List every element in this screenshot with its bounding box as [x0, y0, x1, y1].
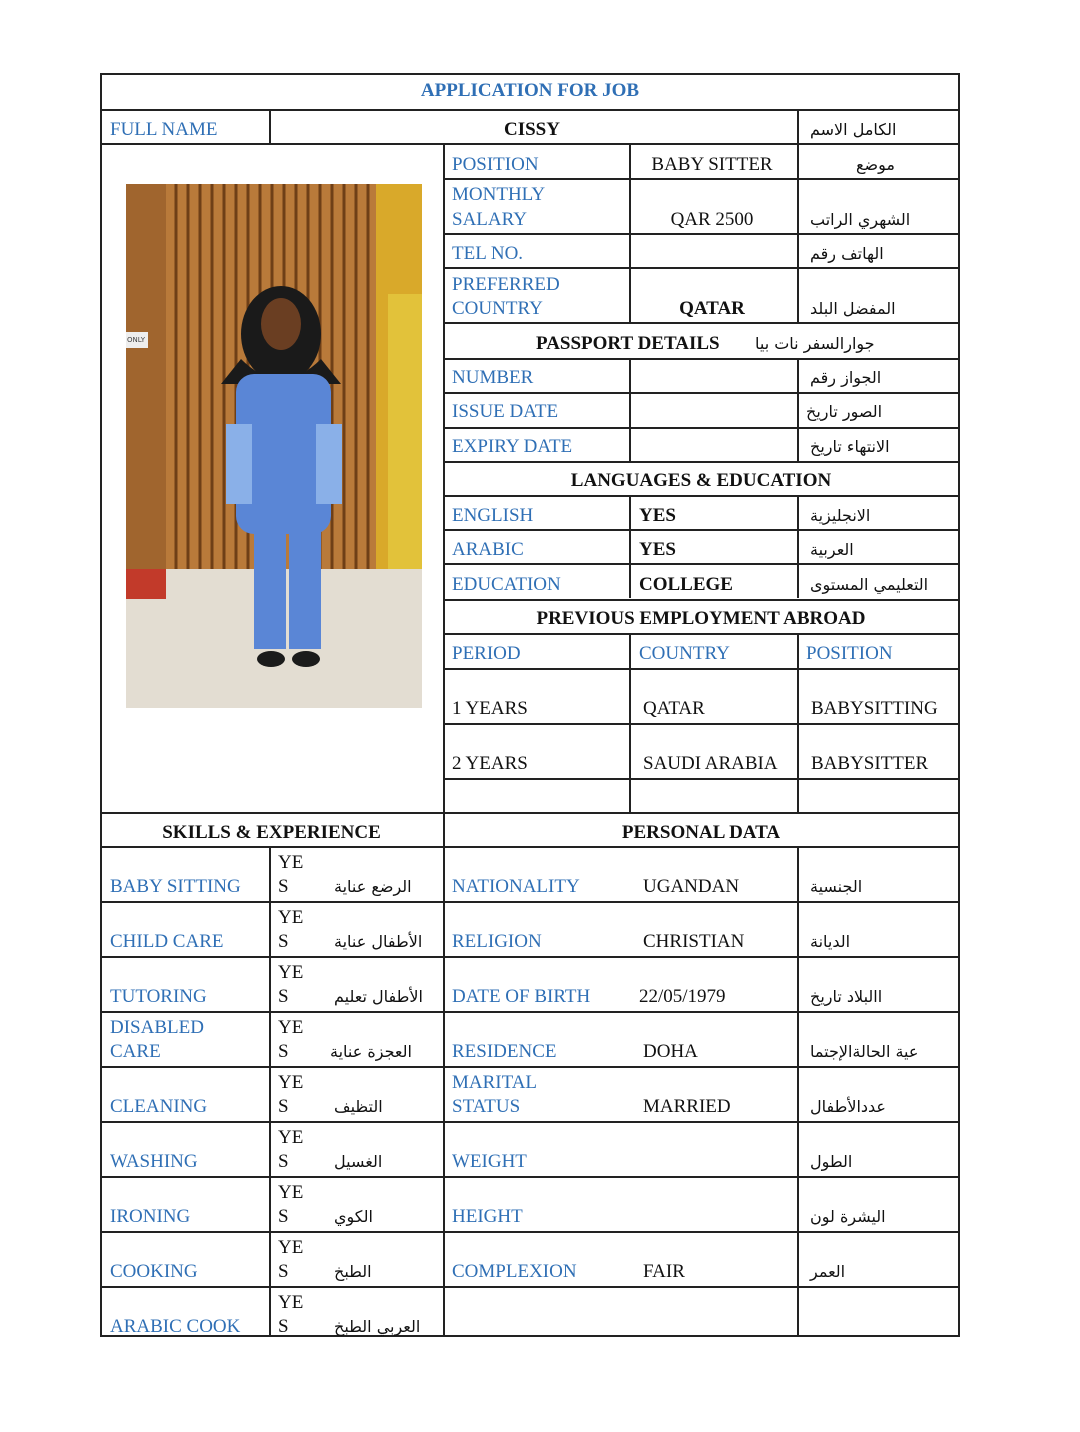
personal-arabic: عددالأطفال [810, 1097, 886, 1116]
skill-value-line1: YE [278, 1237, 304, 1258]
issue-date-arabic: الصور تاريخ [806, 402, 883, 421]
skill-value-line2: S [278, 1261, 289, 1282]
skill-value-line2: S [278, 1096, 289, 1117]
personal-label: RELIGION [452, 931, 542, 952]
skill-arabic: الكوي [334, 1207, 373, 1226]
position-label: POSITION [452, 154, 539, 175]
skill-value-line1: YE [278, 1017, 304, 1038]
employment-row-1-country: QATAR [643, 698, 705, 719]
personal-arabic: الطول [810, 1152, 853, 1171]
tel-label: TEL NO. [452, 243, 524, 264]
passport-number-label: NUMBER [452, 367, 534, 388]
applicant-photo [126, 184, 422, 708]
skill-arabic: الرضع عناية [334, 877, 412, 896]
english-value: YES [639, 505, 676, 526]
passport-heading: PASSPORT DETAILS [536, 333, 720, 354]
skill-value-line2: S [278, 1151, 289, 1172]
employment-row-2-period: 2 YEARS [452, 753, 528, 774]
skill-value-line2: S [278, 1041, 289, 1062]
skill-value-line2: S [278, 931, 289, 952]
skill-arabic: العجزة عناية [330, 1042, 412, 1061]
personal-arabic: الديانة [810, 932, 851, 951]
personal-label: WEIGHT [452, 1151, 527, 1172]
skill-arabic: الأطفال تعليم [334, 987, 423, 1006]
personal-label: NATIONALITY [452, 876, 580, 897]
skill-arabic: العربي الطبخ [334, 1317, 421, 1336]
personal-value: DOHA [643, 1041, 698, 1062]
personal-label: DATE OF BIRTH [452, 986, 591, 1007]
skill-label: COOKING [110, 1261, 198, 1282]
col-country: COUNTRY [639, 643, 730, 664]
personal-label: RESIDENCE [452, 1041, 557, 1062]
personal-heading: PERSONAL DATA [621, 822, 781, 843]
photo-sign-text: ONLY [127, 336, 145, 344]
employment-row-2-country: SAUDI ARABIA [643, 753, 778, 774]
skill-value-line1: YE [278, 1182, 304, 1203]
issue-date-label: ISSUE DATE [452, 401, 559, 422]
arabic-label: ARABIC [452, 539, 524, 560]
salary-label-line1: MONTHLY [452, 184, 546, 205]
skill-arabic: الطبخ [334, 1262, 372, 1281]
country-label-line2: COUNTRY [452, 298, 543, 319]
arabic-value: YES [639, 539, 676, 560]
employment-row-1-period: 1 YEARS [452, 698, 528, 719]
personal-arabic: العمر [810, 1262, 846, 1281]
full-name-label: FULL NAME [110, 119, 218, 140]
skills-heading: SKILLS & EXPERIENCE [162, 822, 381, 843]
personal-label-line2: STATUS [452, 1096, 521, 1117]
personal-arabic: عية الحالةالإجتما [810, 1042, 919, 1061]
form-title: APPLICATION FOR JOB [420, 80, 640, 101]
skill-value-line2: S [278, 1316, 289, 1337]
tel-arabic: الهاتف رقم [810, 244, 884, 263]
personal-arabic: اليشرة لون [810, 1207, 886, 1226]
expiry-date-label: EXPIRY DATE [452, 436, 573, 457]
skill-label: TUTORING [110, 986, 207, 1007]
arabic-arabic: العربية [810, 540, 854, 559]
expiry-date-arabic: الانتهاء تاريخ [810, 437, 890, 456]
personal-value: MARRIED [643, 1096, 731, 1117]
position-arabic: موضع [856, 155, 895, 174]
personal-label: MARITAL [452, 1072, 538, 1093]
skill-value-line2: S [278, 986, 289, 1007]
personal-value: FAIR [643, 1261, 685, 1282]
passport-heading-arabic: جوارالسفر نات بيا [755, 334, 875, 353]
skill-value-line1: YE [278, 1127, 304, 1148]
salary-arabic: الشهري الراتب [810, 210, 911, 229]
skill-arabic: الغسيل [334, 1152, 383, 1171]
col-period: PERIOD [452, 643, 521, 664]
education-label: EDUCATION [452, 574, 561, 595]
skill-label: CLEANING [110, 1096, 208, 1117]
personal-arabic: الجنسية [810, 877, 863, 896]
education-value: COLLEGE [639, 574, 733, 595]
skill-label-line2: CARE [110, 1041, 161, 1062]
country-arabic: المفضل البلد [810, 299, 896, 318]
skill-value-line1: YE [278, 1292, 304, 1313]
personal-label: COMPLEXION [452, 1261, 577, 1282]
personal-value: 22/05/1979 [639, 986, 726, 1007]
salary-label-line2: SALARY [452, 209, 527, 230]
skill-value-line2: S [278, 876, 289, 897]
employment-row-1-position: BABYSITTING [811, 698, 938, 719]
employment-row-2-position: BABYSITTER [811, 753, 929, 774]
skill-label: BABY SITTING [110, 876, 241, 897]
skill-label: IRONING [110, 1206, 191, 1227]
languages-heading: LANGUAGES & EDUCATION [570, 470, 832, 491]
skill-arabic: الأطفال عناية [334, 932, 423, 951]
passport-number-arabic: الجواز رقم [810, 368, 882, 387]
employment-heading: PREVIOUS EMPLOYMENT ABROAD [536, 608, 866, 629]
skill-label: ARABIC COOK [110, 1316, 241, 1337]
skill-label: DISABLED [110, 1017, 204, 1038]
col-position: POSITION [806, 643, 893, 664]
personal-label: HEIGHT [452, 1206, 523, 1227]
personal-value: UGANDAN [643, 876, 740, 897]
personal-value: CHRISTIAN [643, 931, 745, 952]
country-value: QATAR [679, 298, 745, 319]
skill-value-line1: YE [278, 962, 304, 983]
position-value: BABY SITTER [651, 154, 773, 175]
skill-arabic: التظيف [334, 1097, 383, 1116]
education-arabic: التعليمي المستوى [810, 575, 929, 594]
english-label: ENGLISH [452, 505, 534, 526]
salary-value: QAR 2500 [670, 209, 754, 230]
skill-value-line1: YE [278, 852, 304, 873]
personal-arabic: االبلاد تاريخ [810, 987, 883, 1006]
skill-value-line1: YE [278, 1072, 304, 1093]
skill-value-line1: YE [278, 907, 304, 928]
full-name-arabic: الكامل الاسم [810, 120, 897, 139]
country-label-line1: PREFERRED [452, 274, 560, 295]
skill-label: CHILD CARE [110, 931, 224, 952]
english-arabic: الانجليزية [810, 506, 871, 525]
full-name-value: CISSY [504, 119, 560, 140]
skill-value-line2: S [278, 1206, 289, 1227]
skill-label: WASHING [110, 1151, 198, 1172]
